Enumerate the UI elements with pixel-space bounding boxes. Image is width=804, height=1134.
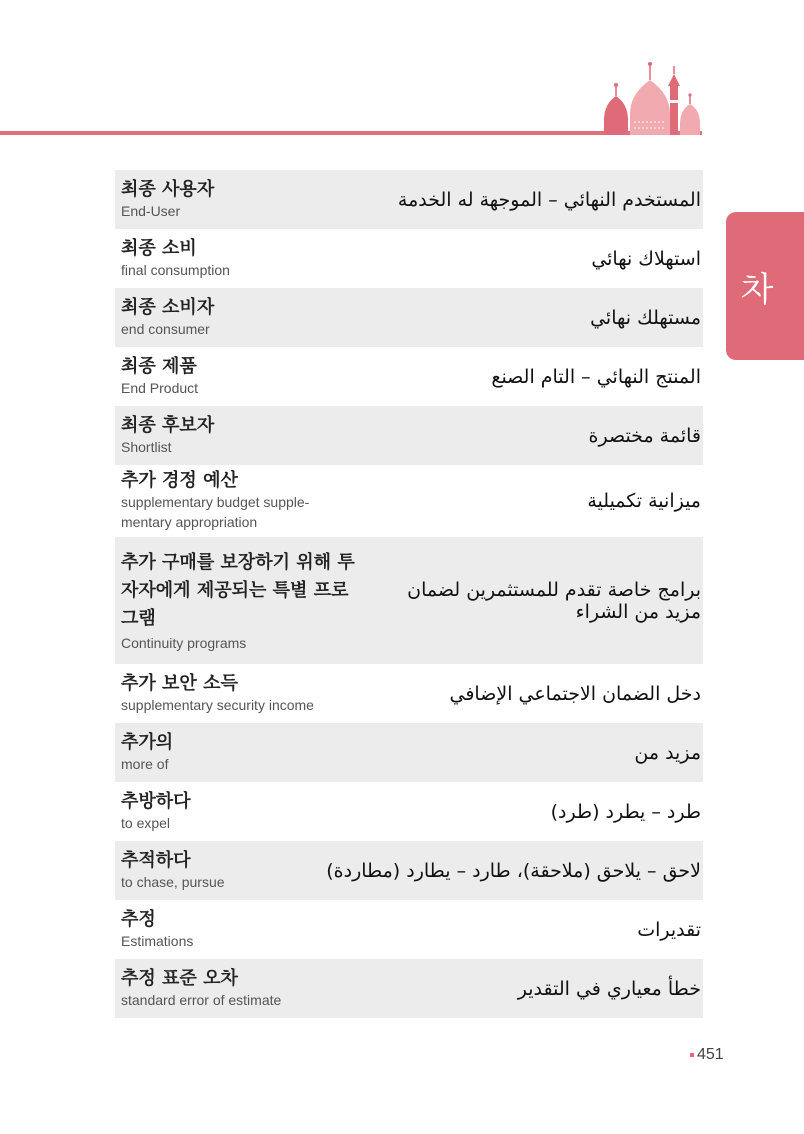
english-term: final consumption bbox=[121, 261, 230, 278]
glossary-row bbox=[115, 537, 703, 664]
page-marker bbox=[690, 1053, 694, 1057]
english-term: more of bbox=[121, 755, 169, 772]
arabic-term: قائمة مختصرة bbox=[588, 424, 701, 447]
arabic-term: خطأ معياري في التقدير bbox=[517, 977, 701, 1000]
page-number bbox=[690, 1046, 724, 1064]
korean-term: 추가 경정 예산 bbox=[121, 470, 238, 491]
english-term: standard error of estimate bbox=[121, 991, 282, 1008]
arabic-term: استهلاك نهائي bbox=[591, 247, 701, 270]
korean-term: 추가 보안 소득 bbox=[121, 672, 238, 694]
chapter-tab[interactable] bbox=[726, 212, 804, 360]
english-term: to chase, pursue bbox=[121, 873, 225, 890]
arabic-term: ميزانية تكميلية bbox=[587, 490, 701, 512]
english-term: Estimations bbox=[121, 932, 194, 949]
english-term: end consumer bbox=[121, 320, 210, 337]
arabic-term: دخل الضمان الاجتماعي الإضافي bbox=[449, 682, 701, 705]
glossary-row bbox=[115, 170, 703, 229]
arabic-term: المنتج النهائي – التام الصنع bbox=[491, 365, 701, 388]
korean-term: 추방하다 bbox=[121, 790, 191, 812]
glossary-row bbox=[115, 288, 703, 347]
glossary-row bbox=[115, 900, 703, 959]
korean-term: 추가 구매를 보장하기 위해 투자자에게 제공되는 특별 프로그램 bbox=[121, 551, 355, 629]
glossary-row bbox=[115, 347, 703, 406]
korean-term: 추가의 bbox=[121, 731, 174, 753]
page-number-text: 451 bbox=[697, 1046, 724, 1063]
glossary-row bbox=[115, 465, 703, 537]
arabic-term: تقديرات bbox=[637, 918, 701, 941]
glossary-table bbox=[115, 170, 703, 1018]
arabic-term: المستخدم النهائي – الموجهة له الخدمة bbox=[397, 188, 701, 211]
glossary-row bbox=[115, 723, 703, 782]
korean-term: 최종 제품 bbox=[121, 355, 197, 377]
glossary-row bbox=[115, 406, 703, 465]
english-term: supplementary security income bbox=[121, 696, 314, 713]
glossary-row bbox=[115, 229, 703, 288]
arabic-term: مستهلك نهائي bbox=[590, 306, 701, 329]
korean-term: 추정 표준 오차 bbox=[121, 967, 238, 989]
english-term: Continuity programs bbox=[121, 634, 247, 651]
arabic-term: لاحق – يلاحق (ملاحقة)، طارد – يطارد (مطاردة) bbox=[326, 859, 701, 882]
glossary-row bbox=[115, 782, 703, 841]
korean-term: 최종 후보자 bbox=[121, 414, 215, 436]
korean-term: 최종 소비 bbox=[121, 237, 197, 259]
korean-term: 추적하다 bbox=[121, 849, 191, 871]
glossary-row bbox=[115, 664, 703, 723]
glossary-row bbox=[115, 959, 703, 1018]
korean-term: 추정 bbox=[121, 908, 156, 930]
chapter-tab-letter: 차 bbox=[740, 269, 774, 310]
arabic-term: طرد – يطرد (طرد) bbox=[550, 800, 701, 823]
mosque-icon bbox=[600, 58, 704, 135]
english-term: supplementary budget supple-mentary appropriation bbox=[121, 494, 310, 530]
english-term: Shortlist bbox=[121, 438, 172, 455]
english-term: End-User bbox=[121, 202, 181, 219]
english-term: End Product bbox=[121, 379, 199, 396]
glossary-row bbox=[115, 841, 703, 900]
korean-term: 최종 사용자 bbox=[121, 178, 215, 200]
english-term: to expel bbox=[121, 814, 171, 831]
arabic-term: مزيد من bbox=[634, 741, 701, 764]
header-rule bbox=[0, 131, 702, 135]
arabic-term: برامج خاصة تقدم للمستثمرين لضمان مزيد من الشراء bbox=[407, 578, 701, 623]
korean-term: 최종 소비자 bbox=[121, 296, 215, 318]
